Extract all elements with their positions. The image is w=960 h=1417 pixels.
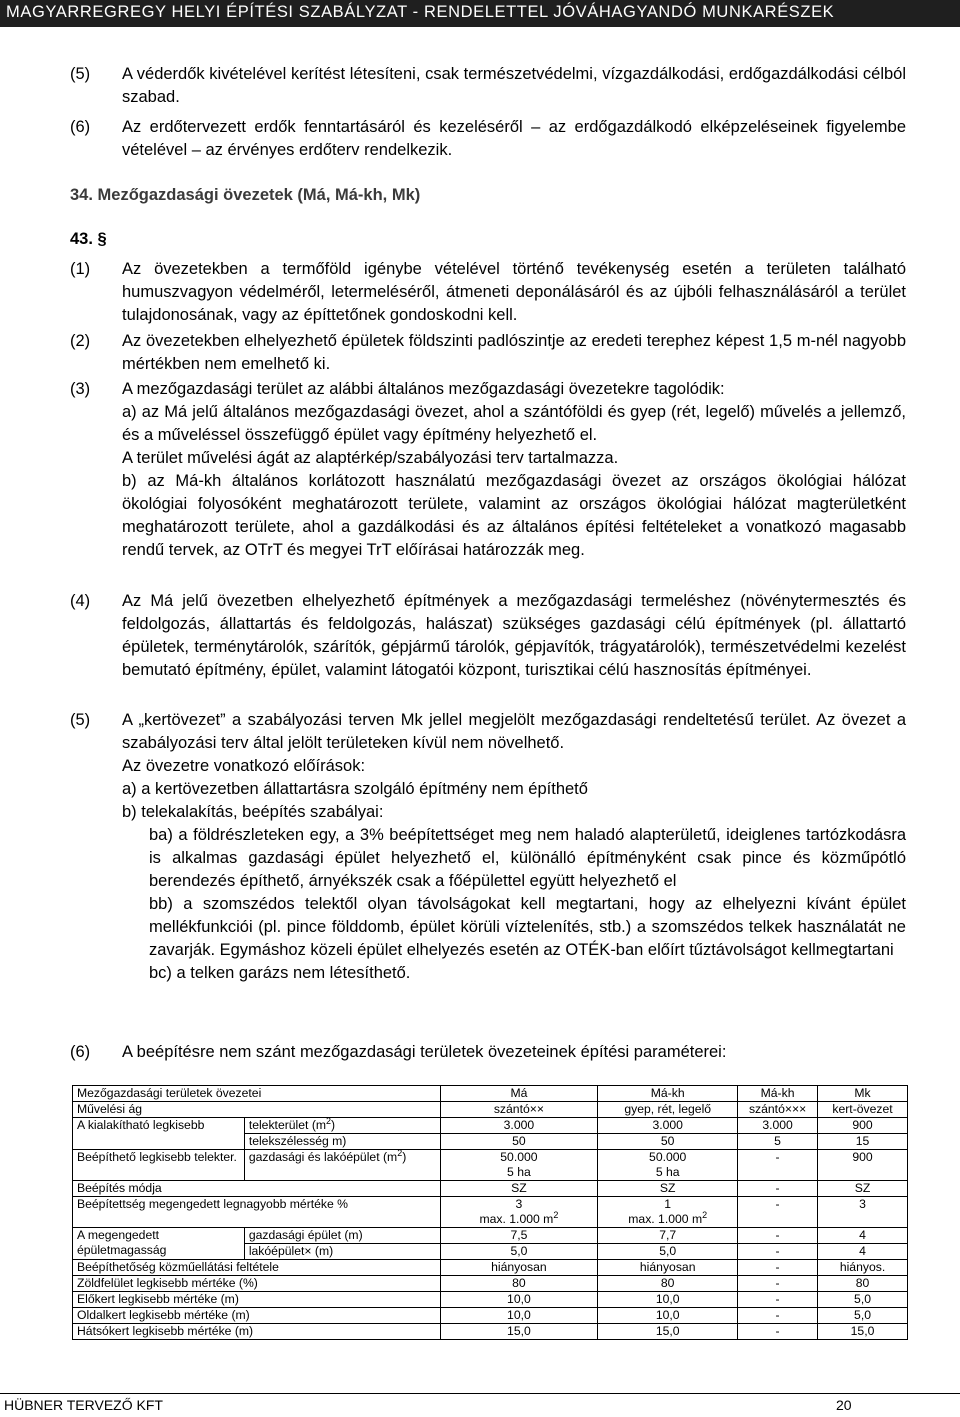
table-cell: 15,0 xyxy=(440,1324,598,1340)
table-cell: 4 xyxy=(818,1244,908,1260)
cell-text: telekterület (m xyxy=(248,1118,327,1132)
table-cell: 900 xyxy=(818,1118,908,1134)
table-cell: - xyxy=(738,1292,818,1308)
table-row xyxy=(73,1102,908,1118)
table-cell: 3 xyxy=(818,1197,908,1228)
item-5-a: a) a kertövezetben állattartásra szolgáló építmény nem építhető xyxy=(122,780,588,798)
cell-sup: 2 xyxy=(326,1115,332,1126)
table-row xyxy=(73,1324,908,1340)
table-cell xyxy=(440,1150,598,1181)
table-cell: kert-övezet xyxy=(818,1102,908,1118)
item-3-a: a) az Má jelű általános mezőgazdasági övezet, ahol a szántóföldi és gyep (rét, legelő) művelés a jellemző, és a műveléssel összefüggő épület vagy építmény helyezhető el. xyxy=(122,403,906,444)
table-header-row xyxy=(73,1086,908,1102)
table-row xyxy=(73,1150,908,1181)
table-cell xyxy=(440,1197,598,1228)
table-cell xyxy=(598,1150,738,1181)
table-cell: 3.000 xyxy=(440,1118,598,1134)
table-header-cell: Má xyxy=(440,1086,598,1102)
table-row xyxy=(73,1260,908,1276)
table-row xyxy=(73,1276,908,1292)
item-5-main: A „kertövezet” a szabályozási terven Mk jellel megjelölt mezőgazdasági rendeltetésű terület. Az övezet a szabályozási terv által jelölt területeken kívül nem növelhető. xyxy=(122,711,906,752)
item-5-bb: bb) a szomszédos telektől olyan távolságokat kell megtartani, hogy az elhelyezni kívánt épület mellékfunkciói (pl. pince földdomb, épület körüli víztelenítés, stb.) a szomszédos telkek használatát ne zavarják. Egymáshoz közeli épület elhelyezés esetén az OTÉK-ban előírt tűztávolságot kellmegtartani xyxy=(149,895,906,959)
table-cell: 10,0 xyxy=(440,1308,598,1324)
parameters-table xyxy=(72,1085,908,1340)
table-cell: Művelési ág xyxy=(73,1102,441,1118)
cell-line: 5 ha xyxy=(655,1165,680,1179)
table-cell: - xyxy=(738,1308,818,1324)
item-text: Az övezetekben a termőföld igénybe vételével történő tevékenység esetén a területen található humuszvagyon védelméről, letermeléséről, átmeneti deponálásáról és az újbóli felhasználásáról a terület tulajdonosának, vagy az építtetőnek gondoskodni kell. xyxy=(122,260,906,324)
table-cell xyxy=(598,1197,738,1228)
table-cell: Előkert legkisebb mértéke (m) xyxy=(73,1292,441,1308)
table-cell: 3.000 xyxy=(598,1118,738,1134)
item-5-rules: Az övezetre vonatkozó előírások: xyxy=(122,757,366,775)
cell-line xyxy=(602,1209,733,1227)
table-header-cell: Má-kh xyxy=(738,1086,818,1102)
table-cell: A megengedett épületmagasság xyxy=(73,1228,245,1260)
table-row xyxy=(73,1181,908,1197)
table-cell: 15 xyxy=(818,1134,908,1150)
table-cell: Beépítettség megengedett legnagyobb mértéke % xyxy=(73,1197,441,1228)
item-text: A beépítésre nem szánt mezőgazdasági területek övezeteinek építési paraméterei: xyxy=(122,1043,727,1061)
cell-text: ) xyxy=(402,1150,407,1164)
table-row xyxy=(73,1292,908,1308)
table-cell: 900 xyxy=(818,1150,908,1181)
item-number: (2) xyxy=(70,332,91,350)
table-cell: 4 xyxy=(818,1228,908,1244)
item-3-a2: A terület művelési ágát az alaptérkép/szabályozási terv tartalmazza. xyxy=(122,449,619,467)
item-3-b: b) az Má-kh általános korlátozott használatú mezőgazdasági övezet az országos ökológiai hálózat ökológiai folyosóként meghatározott területe, valamint az országos ökológiai hálózat magterületként meghatározott területe, ahol a gazdálkodási és az általános építési feltételeket a vonatkozó magasabb rendű tervek, az OTrT és megyei TrT előírásai határozzák meg. xyxy=(122,472,906,559)
table-cell: szántó××× xyxy=(738,1102,818,1118)
table-cell xyxy=(244,1115,440,1134)
table-cell: gyep, rét, legelő xyxy=(598,1102,738,1118)
table-cell: 5,0 xyxy=(598,1244,738,1260)
table-cell: SZ xyxy=(598,1181,738,1197)
table-cell: 10,0 xyxy=(440,1292,598,1308)
page-number: 20 xyxy=(836,1397,852,1413)
table-cell: hiányos. xyxy=(818,1260,908,1276)
table-cell: 80 xyxy=(440,1276,598,1292)
table-cell: 80 xyxy=(598,1276,738,1292)
footer-company: HÜBNER TERVEZŐ KFT xyxy=(4,1397,163,1413)
cell-sup: 2 xyxy=(702,1209,708,1220)
table-cell: gazdasági épület (m) xyxy=(244,1228,440,1244)
table-header-cell: Mezőgazdasági területek övezetei xyxy=(73,1086,441,1102)
table-row xyxy=(73,1308,908,1324)
table-cell: hiányosan xyxy=(440,1260,598,1276)
cell-sup: 2 xyxy=(553,1209,559,1220)
table-cell: Beépíthetőség közműellátási feltétele xyxy=(73,1260,441,1276)
table-cell: 5,0 xyxy=(440,1244,598,1260)
cell-sup: 2 xyxy=(397,1147,403,1158)
table-row xyxy=(73,1197,908,1228)
table-header-cell: Mk xyxy=(818,1086,908,1102)
table-cell: A kialakítható legkisebb xyxy=(73,1118,245,1150)
item-text: Az övezetekben elhelyezhető épületek földszinti padlószintje az eredeti terephez képest 1,5 m-nél nagyobb mértékben nem emelhető ki. xyxy=(122,332,906,373)
para-text: Az erdőtervezett erdők fenntartásáról és kezeléséről – az erdőgazdálkodó elképzeléseinek figyelembe vételével – az érvényes erdőterv rendelkezik. xyxy=(122,118,906,159)
item-number: (5) xyxy=(70,711,91,729)
item-3-intro: A mezőgazdasági terület az alábbi általános mezőgazdasági övezetekre tagolódik: xyxy=(122,380,725,398)
table-cell: - xyxy=(738,1228,818,1244)
table-cell: 15,0 xyxy=(818,1324,908,1340)
item-5-b: b) telekalakítás, beépítés szabályai: xyxy=(122,803,384,821)
page-header xyxy=(0,0,960,27)
table-cell: 80 xyxy=(818,1276,908,1292)
table-cell: 10,0 xyxy=(598,1308,738,1324)
table-cell: Zöldfelület legkisebb mértéke (%) xyxy=(73,1276,441,1292)
cell-line: 5 ha xyxy=(507,1165,531,1179)
table-cell: Beépíthető legkisebb telekter. xyxy=(73,1150,245,1181)
item-text xyxy=(122,378,906,562)
item-text: Az Má jelű övezetben elhelyezhető építmények a mezőgazdasági termeléshez (növénytermesztés és feldolgozás, állattartás és feldolgozás, halászat) szükséges gazdasági célú építmények (pl. állattartó épületek, terménytárolók, szárítók, gépjármű tárolók, gépjavítók, trágyatárolók), természetvédelmi kezelést bemutató építmény, épület, valamint látogatói központ, turisztikai célú hasznosítás építményei. xyxy=(122,592,906,679)
item-number: (1) xyxy=(70,260,91,278)
table-cell xyxy=(244,1147,440,1181)
table-cell: Beépítés módja xyxy=(73,1181,441,1197)
paragraph-mark: 43. § xyxy=(70,230,107,248)
cell-line: 50.000 xyxy=(500,1150,538,1164)
table-row xyxy=(73,1118,908,1134)
table-cell: SZ xyxy=(818,1181,908,1197)
cell-text: max. 1.000 m xyxy=(479,1212,554,1226)
cell-text: ) xyxy=(331,1118,336,1132)
table-cell: lakóépület× (m) xyxy=(244,1244,440,1260)
item-5-ba: ba) a földrészleteken egy, a 3% beépítettséget meg nem haladó alapterületű, ideiglenes tartózkodásra is alkalmas gazdasági épület helyezhető el, különálló építményként csak pince és közműpótló berendezés építhető, árnyékszék csak a főépülettel együtt helyezhető el xyxy=(149,826,906,890)
table-cell: - xyxy=(738,1150,818,1181)
table-cell: 10,0 xyxy=(598,1292,738,1308)
table-cell: 15,0 xyxy=(598,1324,738,1340)
table-cell: - xyxy=(738,1197,818,1228)
item-number: (6) xyxy=(70,1043,91,1061)
table-cell: Hátsókert legkisebb mértéke (m) xyxy=(73,1324,441,1340)
para-number: (5) xyxy=(70,65,91,83)
table-cell: 7,7 xyxy=(598,1228,738,1244)
table-cell: 3.000 xyxy=(738,1118,818,1134)
cell-line: 50.000 xyxy=(649,1150,687,1164)
table-cell: - xyxy=(738,1181,818,1197)
cell-line: 3 xyxy=(515,1197,523,1211)
cell-line xyxy=(445,1209,594,1227)
para-text: A véderdők kivételével kerítést létesíteni, csak természetvédelmi, vízgazdálkodási, erdőgazdálkodási célból szabad. xyxy=(122,65,906,106)
table-cell: - xyxy=(738,1324,818,1340)
item-number: (4) xyxy=(70,592,91,610)
para-number: (6) xyxy=(70,118,91,136)
cell-text: gazdasági és lakóépület (m xyxy=(248,1150,398,1164)
cell-line: 1 xyxy=(664,1197,672,1211)
table-header-cell: Má-kh xyxy=(598,1086,738,1102)
prev-paragraph-6 xyxy=(0,116,960,166)
table-cell: szántó×× xyxy=(440,1102,598,1118)
table-row xyxy=(73,1228,908,1244)
table-cell: - xyxy=(738,1244,818,1260)
table-cell: 50 xyxy=(598,1134,738,1150)
table-cell: 50 xyxy=(440,1134,598,1150)
table-cell: 7,5 xyxy=(440,1228,598,1244)
table-cell: - xyxy=(738,1276,818,1292)
table-cell: telekszélesség m) xyxy=(244,1134,440,1150)
footer-divider xyxy=(0,1393,960,1394)
item-text xyxy=(122,709,906,985)
item-number: (3) xyxy=(70,380,91,398)
header-title: MAGYARREGREGY HELYI ÉPÍTÉSI SZABÁLYZAT - RENDELETTEL JÓVÁHAGYANDÓ MUNKARÉSZEK xyxy=(6,3,835,21)
item-5-bc: bc) a telken garázs nem létesíthető. xyxy=(149,964,411,982)
section-title: 34. Mezőgazdasági övezetek (Má, Má-kh, Mk) xyxy=(70,186,421,204)
table-cell: Oldalkert legkisebb mértéke (m) xyxy=(73,1308,441,1324)
table-cell: hiányosan xyxy=(598,1260,738,1276)
table-cell: 5 xyxy=(738,1134,818,1150)
prev-paragraph-5 xyxy=(0,63,960,113)
cell-text: max. 1.000 m xyxy=(628,1212,703,1226)
table-cell: - xyxy=(738,1260,818,1276)
table-cell: 5,0 xyxy=(818,1292,908,1308)
table-cell: 5,0 xyxy=(818,1308,908,1324)
table-cell: SZ xyxy=(440,1181,598,1197)
